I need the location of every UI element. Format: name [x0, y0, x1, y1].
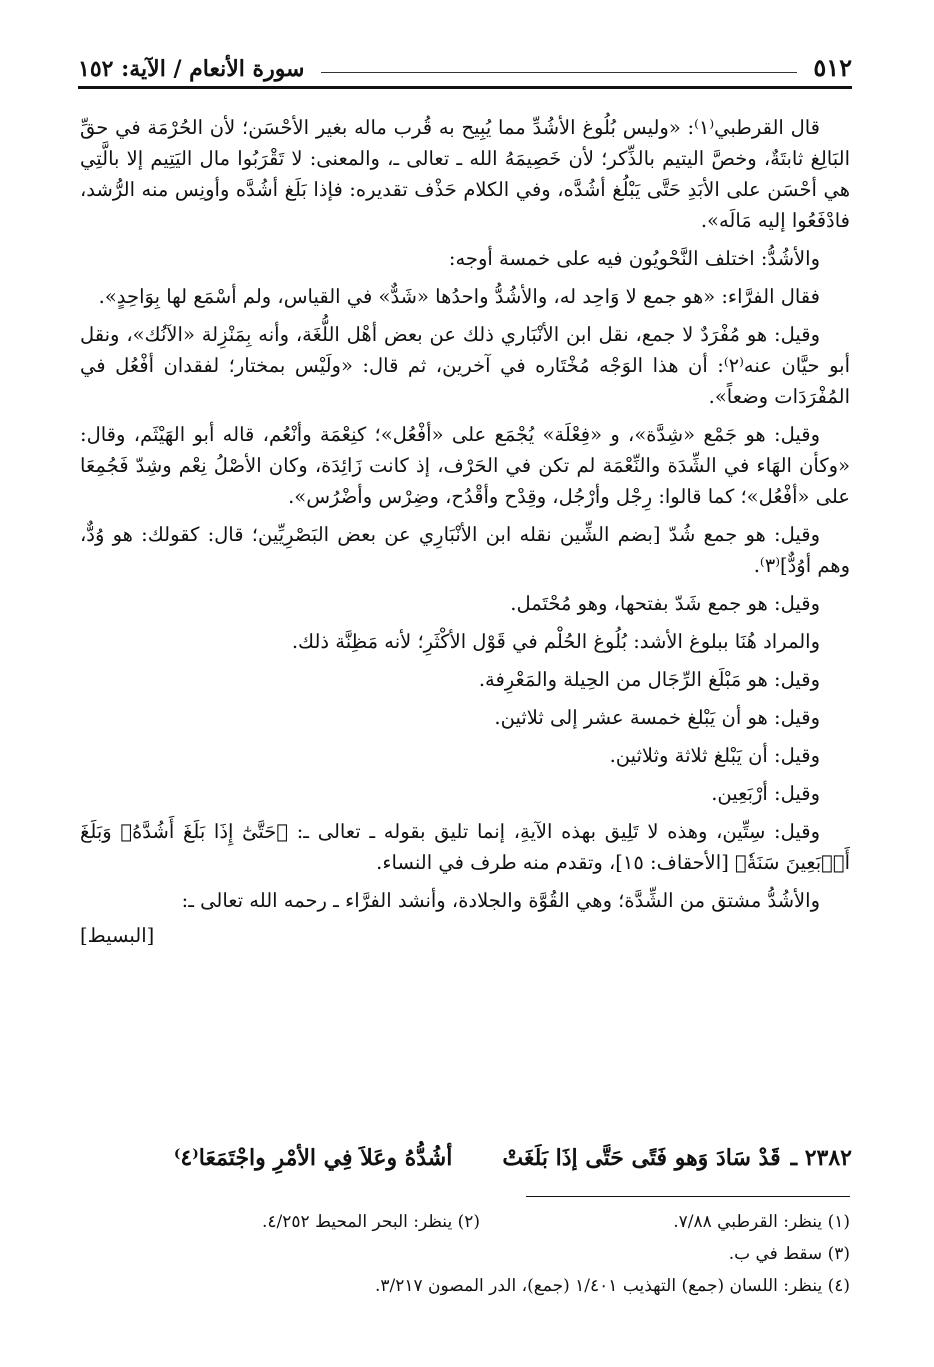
footnote-row [80, 1238, 850, 1270]
paragraph: وقيل: هو مُفْرَدٌ لا جمع، نقل ابن الأنْبَاري ذلك عن بعض أهْل اللُّغَة، وأنه بِمَنْزِلة «الآنُك»، ونقل أبو حيَّان عنه⁽٢⁾: أن هذا الوَجْه مُخْتَاره في آخرين، ثم قال: «ولَيْس بمختار؛ لفقدان أفْعُل في المُفْرَدَات وضعاً». [80, 323, 851, 408]
page-header [78, 42, 852, 82]
paragraph: وقيل: أرْبَعِين. [711, 782, 820, 805]
paragraph: والمراد هُنَا ببلوغ الأشد: بُلُوغ الحُلْم في قَوْل الأكْثَرِ؛ لأنه مَظِنَّة ذلك. [291, 630, 820, 653]
footnote-row [80, 1270, 850, 1302]
poetry-verse [80, 1138, 852, 1178]
footnote-separator [526, 1196, 850, 1197]
paragraph: وقيل: هو جمع شُدّ [بضم الشِّين نقله ابن الأنْبَارِي عن بعض البَصْرِيِّين؛ قال: كقولك: هو وُدٌّ، وهم أوُدٌّ]⁽٣⁾. [80, 523, 850, 577]
paragraph: وقيل: أن يَبْلغ ثلاثة وثلاثين. [609, 744, 820, 767]
meter-label: [البسيط] [80, 924, 155, 947]
header-rule [78, 86, 852, 89]
footnote-row [80, 1206, 850, 1238]
footnote: (٣) سقط في ب. [728, 1244, 850, 1264]
verse-first-hemistich: قَدْ سَادَ وَهو فَتًى حَتَّى إذَا بَلَغَتْ [502, 1145, 781, 1171]
verse-number: ٢٣٨٢ ـ [790, 1145, 852, 1171]
paragraph: وقيل: هو مَبْلَغ الرِّجَال من الحِيلة والمَعْرِفة. [478, 668, 820, 691]
running-title: سورة الأنعام / الآية: ١٥٢ [78, 56, 305, 82]
paragraph: قال القرطبي⁽١⁾: «وليس بُلُوغ الأشُدِّ مما يُبِيح به قُرب ماله بغير الأحْسَن؛ لأن الحُرْمَة في حقِّ البَالِغ ثابتَةٌ، وخصَّ اليتيم بالذِّكر؛ لأن خَصِيمَهُ الله ـ تعالى ـ، والمعنى: لا تَقْرَبُوا مال اليَتِيم إلا بالَّتِي هي أحْسَن على الأبَدِ حَتَّى يَبْلُغ أشُدَّه، وفي الكلام حَذْف تقديره: فإذا بَلَغ أشُدَّه وأونِس منه الرُّشد، فادْفَعُوا إليه مَالَه». [80, 116, 850, 232]
paragraph: وقيل: سِتِّين، وهذه لا تَلِيق بهذه الآيةِ، إنما تليق بقوله ـ تعالى ـ: ﴿حَتَّىٰٓ إِذَا بَلَغَ أَشُدَّهُۥ وَبَلَغَ أَرۡبَعِينَ سَنَةٗ﴾ [الأحقاف: ١٥]، وتقدم منه طرف في النساء. [80, 820, 850, 874]
paragraph: وقيل: هو أن يَبْلغ خمسة عشر إلى ثلاثين. [494, 706, 820, 729]
header-filler-line [321, 72, 798, 73]
paragraph: فقال الفرَّاء: «هو جمع لا وَاحِد له، والأشُدُّ واحدُها «شَدٌّ» في القياس، ولم أسْمَع لها بِوَاحِدٍ». [98, 285, 820, 308]
footnote: (١) ينظر: القرطبي ٧/٨٨. [673, 1212, 850, 1232]
paragraph: وقيل: هو جَمْع «شِدَّة»، و «فِعْلَة» يُجْمَع على «أفْعُل»؛ كنِعْمَة وأنْعُم، قاله أبو الهَيْثَم، وقال: «وكأن الهَاء في الشِّدَة والنِّعْمَة لم تكن في الحَرْف، إذ كانت زَائِدَة، وكان الأصْلُ نِعْم وشِدّ فَجُمِعَا على «أفْعُل»؛ كما قالوا: رِجْل وأرْجُل، وقِدْح وأقْدُح، وضِرْس وأضْرُس». [80, 423, 850, 508]
footnote: (٢) ينظر: البحر المحيط ٤/٢٥٢. [262, 1212, 480, 1232]
page-number: ٥١٢ [813, 53, 852, 82]
footnotes [80, 1206, 850, 1302]
main-text [80, 112, 850, 951]
paragraph: وقيل: هو جمع شَدّ بفتحها، وهو مُحْتَمل. [510, 592, 820, 615]
verse-second-hemistich: أشُدُّهُ وعَلاَ فِي الأمْرِ واجْتَمَعَا⁽٤⁾ [173, 1145, 453, 1171]
paragraph: والأشُدُّ: اختلف النَّحْويُون فيه على خمسة أوجه: [448, 247, 820, 270]
footnote: (٤) ينظر: اللسان (جمع) التهذيب ١/٤٠١ (جمع)، الدر المصون ٣/٢١٧. [374, 1276, 850, 1296]
paragraph: والأشُدُّ مشتق من الشِّدَّة؛ وهي القُوَّة والجلادة، وأنشد الفرَّاء ـ رحمه الله تعالى ـ: [181, 889, 820, 912]
